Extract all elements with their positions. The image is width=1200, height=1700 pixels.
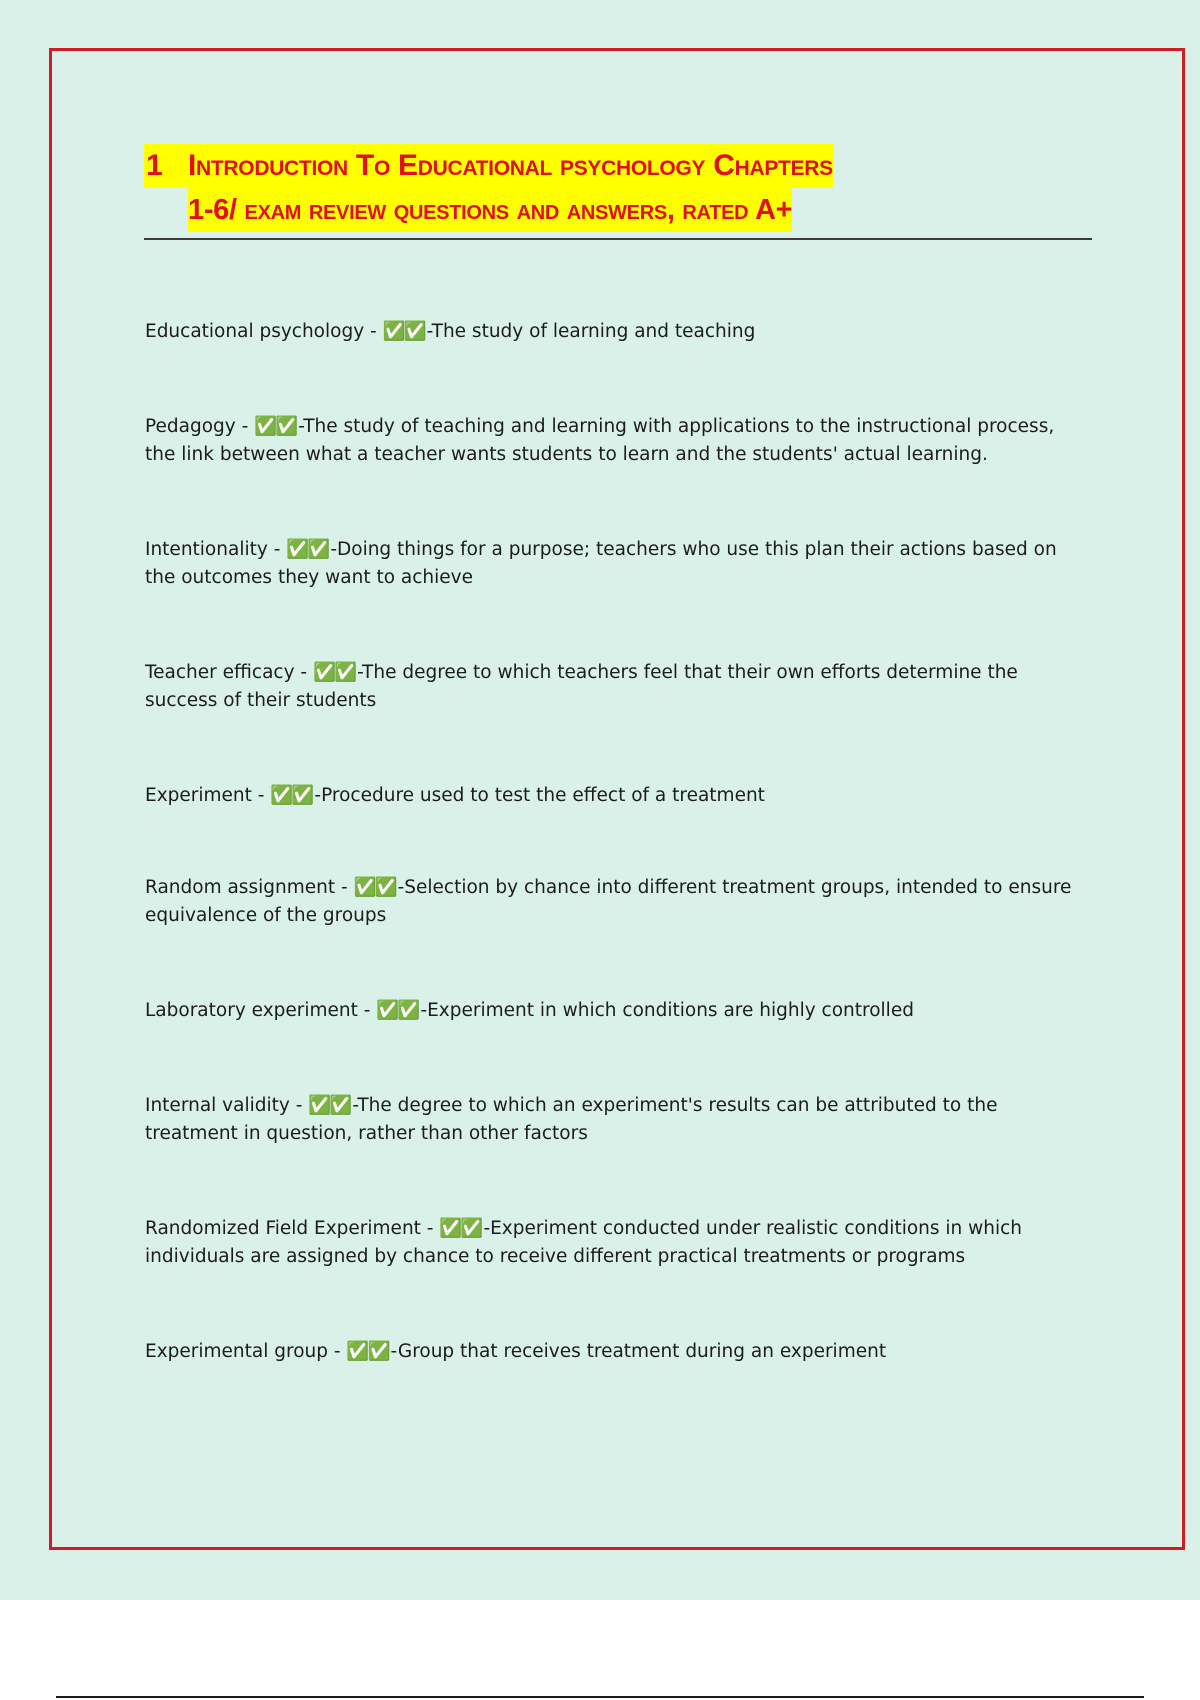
definition: -Experiment conducted under realistic conditions in which individuals are assigned by chance to receive different practical treatments or programs xyxy=(145,1218,1023,1267)
document-title xyxy=(144,144,1092,240)
title-text-line-2: 1-6/ exam review questions and answers, rated A+ xyxy=(188,188,792,232)
term-separator: - xyxy=(235,416,255,437)
term: Pedagogy xyxy=(145,416,236,437)
term-separator: - xyxy=(294,662,313,683)
footer-rule xyxy=(56,1696,1144,1698)
double-check-icon: ✅✅ xyxy=(312,662,356,683)
definition: -Experiment in which conditions are highly controlled xyxy=(420,1000,914,1021)
definition: -The degree to which an experiment's results can be attributed to the treatment in question, rather than other factors xyxy=(145,1095,998,1144)
double-check-icon: ✅✅ xyxy=(353,877,396,898)
definition: -The degree to which teachers feel that their own efforts determine the success of their students xyxy=(145,662,1018,711)
term-entry xyxy=(145,1092,1080,1148)
title-line-2 xyxy=(144,188,1092,232)
double-check-icon: ✅✅ xyxy=(376,1000,419,1021)
term: Laboratory experiment xyxy=(145,1000,358,1021)
term-entry xyxy=(145,413,1080,469)
definition: -The study of learning and teaching xyxy=(426,321,756,342)
double-check-icon: ✅✅ xyxy=(382,321,425,342)
term-entry xyxy=(145,318,1080,346)
term: Experimental group xyxy=(145,1341,328,1362)
title-text-line-1: Introduction To Educational psychology Chapters xyxy=(188,144,833,188)
term-separator: - xyxy=(335,877,354,898)
double-check-icon: ✅✅ xyxy=(254,416,297,437)
term: Internal validity xyxy=(145,1095,290,1116)
double-check-icon: ✅✅ xyxy=(270,785,313,806)
definition: -The study of teaching and learning with applications to the instructional process, the link between what a teacher wants students to learn and the students' actual learning. xyxy=(145,416,1055,465)
double-check-icon: ✅✅ xyxy=(346,1341,389,1362)
term: Experiment xyxy=(145,785,252,806)
definition: -Group that receives treatment during an experiment xyxy=(390,1341,887,1362)
double-check-icon: ✅✅ xyxy=(439,1218,482,1239)
term-separator: - xyxy=(327,1341,347,1362)
term-separator: - xyxy=(357,1000,377,1021)
term-separator: - xyxy=(289,1095,309,1116)
term-separator: - xyxy=(364,321,383,342)
term-entry xyxy=(145,874,1080,930)
term-entry xyxy=(145,536,1080,592)
term: Educational psychology xyxy=(145,321,365,342)
term-entry xyxy=(145,1215,1080,1271)
term: Random assignment xyxy=(145,877,336,898)
term-separator: - xyxy=(251,785,271,806)
definition: -Selection by chance into different treatment groups, intended to ensure equivalence of the groups xyxy=(145,877,1072,926)
term-entry xyxy=(145,997,1080,1025)
double-check-icon: ✅✅ xyxy=(286,539,329,560)
title-line-1 xyxy=(144,144,1092,188)
term-entry xyxy=(145,1338,1080,1366)
title-number: 1 xyxy=(144,144,188,188)
definition: -Procedure used to test the effect of a treatment xyxy=(314,785,765,806)
double-check-icon: ✅✅ xyxy=(308,1095,351,1116)
term: Teacher efficacy xyxy=(145,662,295,683)
term: Randomized Field Experiment xyxy=(145,1218,421,1239)
definition: -Doing things for a purpose; teachers who use this plan their actions based on the outcomes they want to achieve xyxy=(145,539,1057,588)
term-separator: - xyxy=(267,539,287,560)
term-entry xyxy=(145,659,1080,715)
term-entry xyxy=(145,782,1080,810)
term-separator: - xyxy=(420,1218,440,1239)
term: Intentionality xyxy=(145,539,268,560)
